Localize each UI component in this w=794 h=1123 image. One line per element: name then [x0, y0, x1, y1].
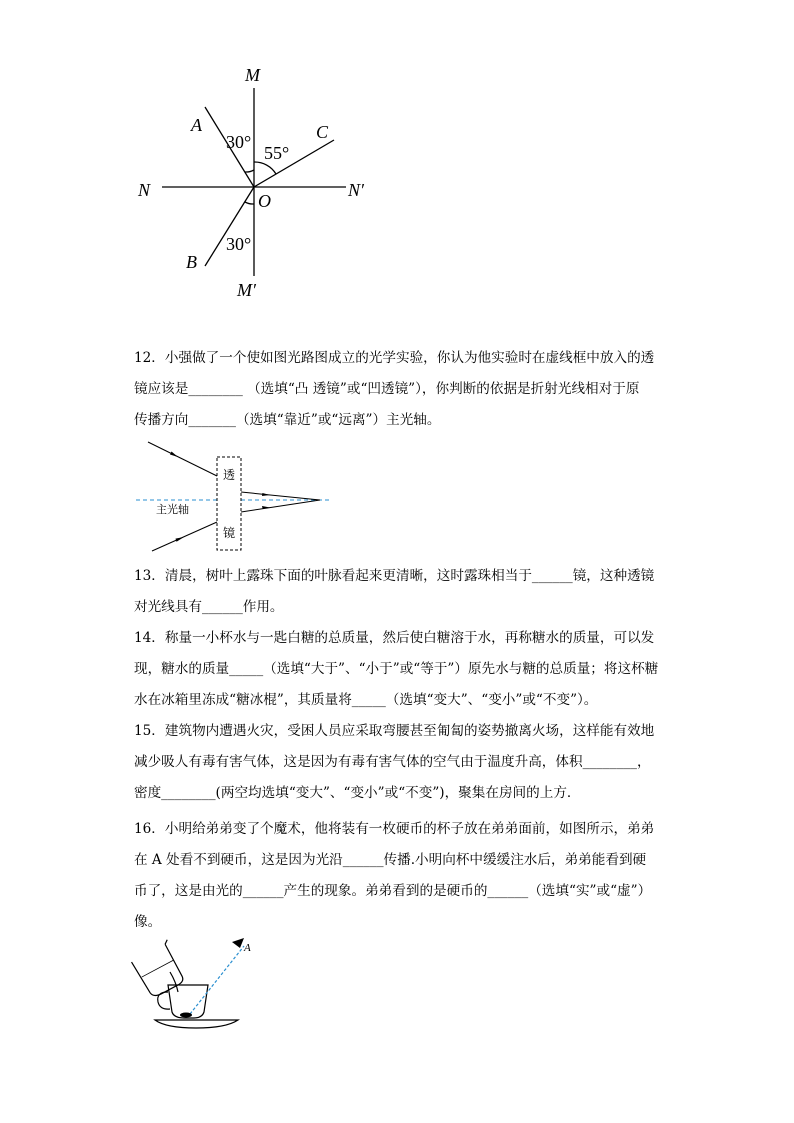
question-14-line: 现，糖水的质量_____（选填“大于”、“小于”或“等于”）原先水与糖的总质量；将这杯糖 [134, 661, 659, 677]
label-B: B [186, 252, 197, 272]
saucer [155, 1020, 238, 1028]
angle-30-top: 30° [226, 132, 252, 152]
question-12 [134, 343, 679, 436]
angle-arc-top [245, 170, 254, 172]
question-16-line: 在 A 处看不到硬币，这是因为光沿______传播.小明向杯中缓缓注水后，弟弟能看到硬 [134, 852, 647, 868]
question-12-line: 镜应该是________ （选填“凸 透镜”或“凹透镜”），你判断的依据是折射光线相对于原 [134, 381, 640, 397]
incoming-ray-upper [148, 442, 217, 476]
coin [180, 1013, 192, 1018]
angle-arc-55 [254, 162, 276, 174]
sight-line [190, 946, 244, 1014]
label-A: A [191, 115, 202, 135]
question-13-line: 13．清晨，树叶上露珠下面的叶脉看起来更清晰，这时露珠相当于______镜，这种透镜 [134, 568, 655, 584]
incoming-ray-lower [152, 522, 217, 551]
label-O: O [258, 191, 271, 211]
question-15-line: 减少吸人有毒有害气体，这是因为有毒有害气体的空气由于温度升高，体积________， [134, 754, 651, 770]
principal-axis-label: 主光轴 [156, 503, 189, 516]
question-16-line: 币了，这是由光的______产生的现象。弟弟看到的是硬币的______（选填“实”或“虚”） [134, 883, 652, 899]
label-C: C [316, 122, 329, 142]
lens-ray-diagram [0, 430, 794, 570]
refracted-ray-upper [241, 492, 320, 500]
question-12-line: 12．小强做了一个使如图光路图成立的光学实验，你认为他实验时在虚线框中放入的透 [134, 350, 655, 366]
label-A-eye: A [244, 942, 251, 954]
question-15-line: 密度________(两空均选填“变大”、“变小”或“不变”)，聚集在房间的上方． [134, 785, 581, 801]
question-16 [134, 814, 679, 938]
coin-cup-diagram [0, 930, 794, 1040]
question-13-line: 对光线具有______作用。 [134, 599, 284, 615]
lens-label-bottom: 镜 [223, 526, 236, 540]
question-12-line: 传播方向_______（选填“靠近”或“远离”）主光轴。 [134, 412, 441, 428]
question-15-line: 15．建筑物内遭遇火灾，受困人员应采取弯腰甚至匍匐的姿势撤离火场，这样能有效地 [134, 723, 655, 739]
cup-handle [158, 992, 170, 1009]
angle-arc-bottom [245, 202, 254, 204]
label-N-prime: N′ [348, 180, 364, 200]
question-15 [134, 716, 679, 809]
arrow-head [170, 452, 178, 458]
lens-label-top: 透 [223, 468, 236, 482]
label-M-prime: M′ [237, 280, 256, 300]
refracted-ray-lower [241, 500, 320, 512]
question-13 [134, 561, 679, 623]
question-14 [134, 623, 679, 716]
eye-marker [232, 938, 244, 948]
question-14-line: 水在冰箱里冻成“糖冰棍”，其质量将_____（选填“变大”、“变小”或“不变”）。 [134, 692, 598, 708]
angle-30-bottom: 30° [226, 234, 252, 254]
angle-55: 55° [264, 143, 290, 163]
question-14-line: 14．称量一小杯水与一匙白糖的总质量，然后使白糖溶于水，再称糖水的质量，可以发 [134, 630, 655, 646]
label-M: M [245, 65, 260, 85]
ray-OB [205, 187, 254, 266]
arrow-head [176, 537, 185, 542]
reflection-refraction-diagram [0, 0, 794, 320]
label-N: N [138, 180, 151, 200]
question-16-line: 像。 [134, 914, 162, 930]
question-16-line: 16．小明给弟弟变了个魔术，他将装有一枚硬币的杯子放在弟弟面前，如图所示，弟弟 [134, 821, 655, 837]
pouring-beaker [130, 940, 188, 999]
